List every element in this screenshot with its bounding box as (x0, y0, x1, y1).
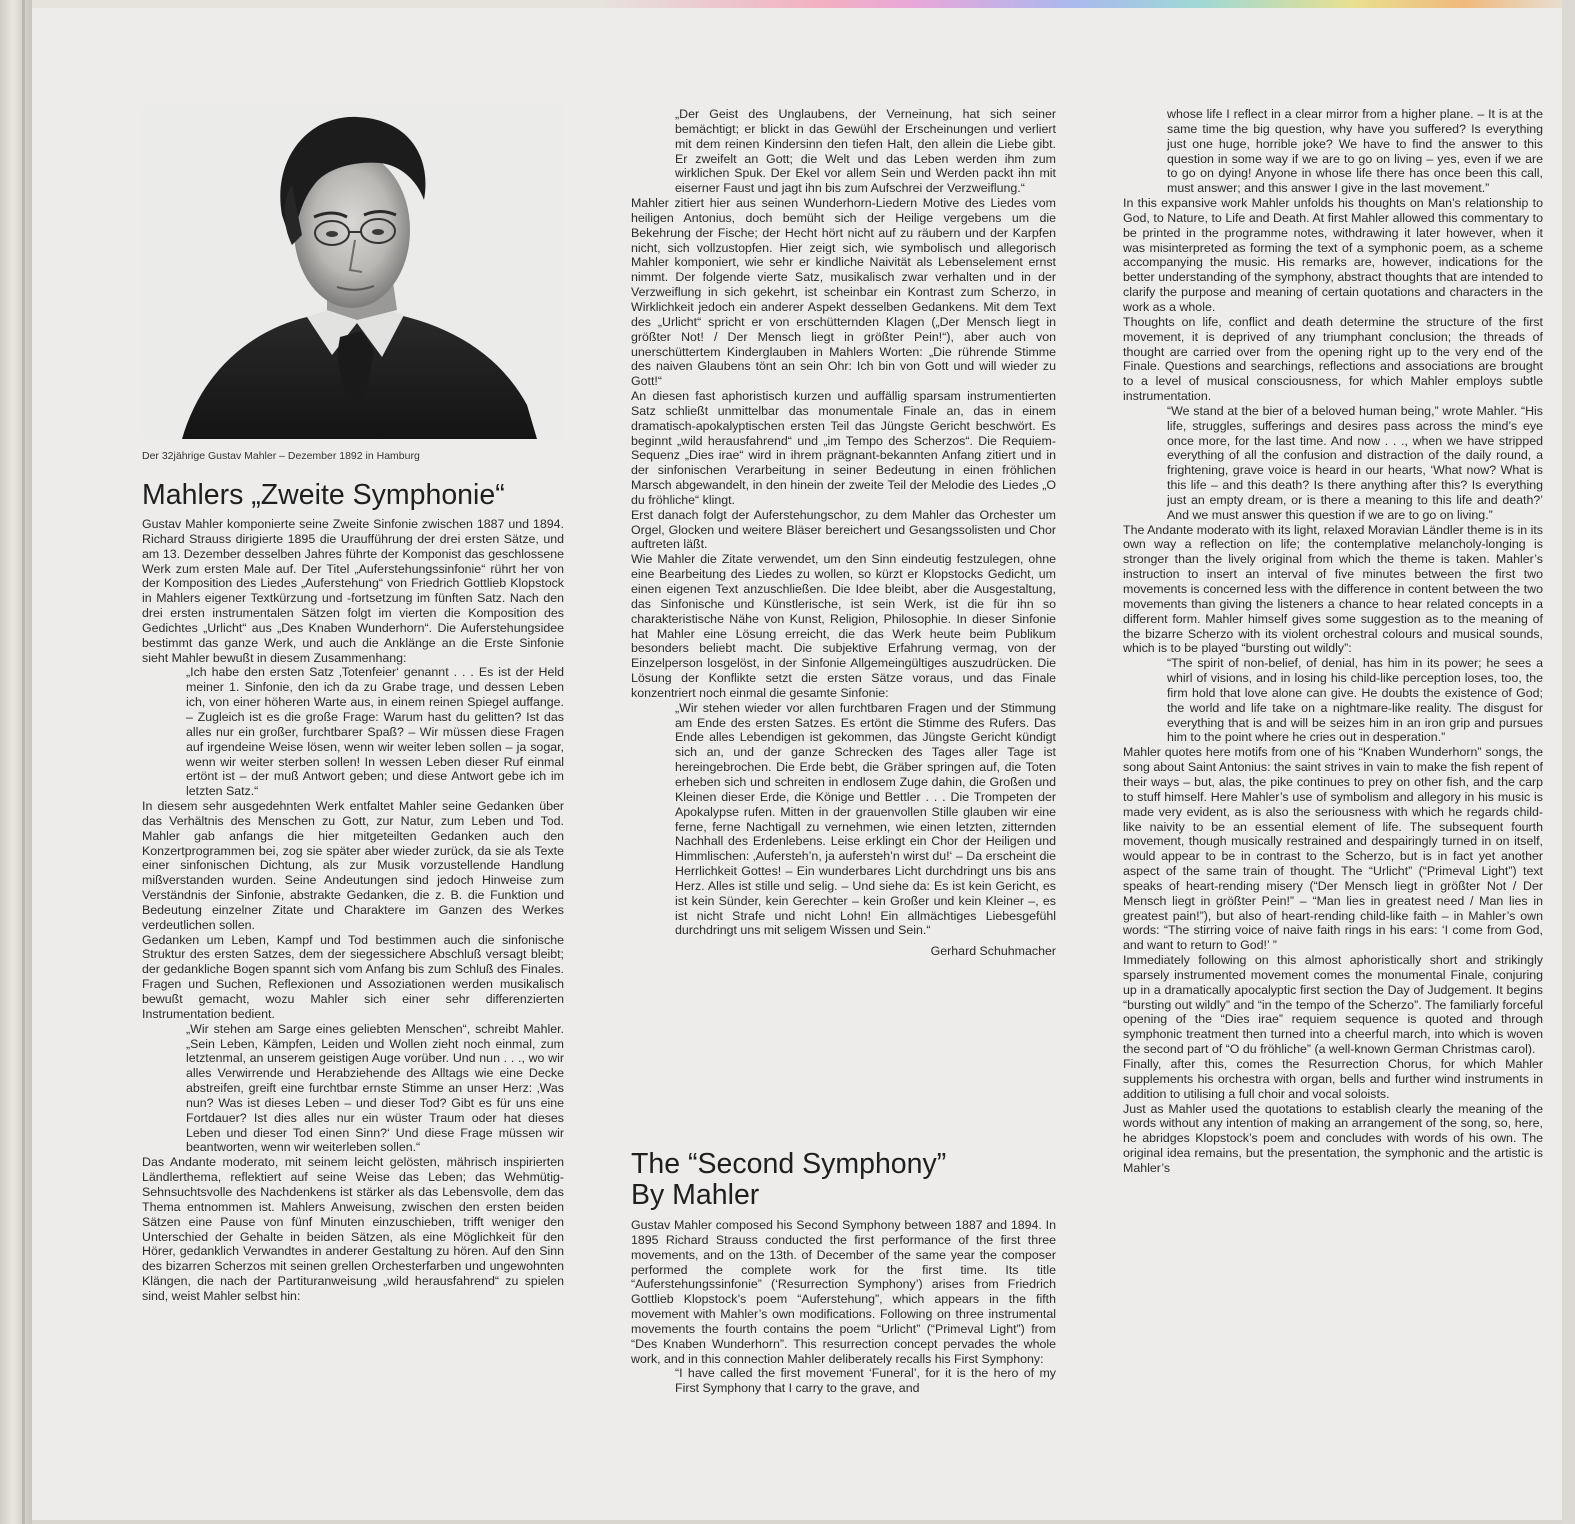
quotation-paragraph: „Wir stehen am Sarge eines geliebten Menschen“, schreibt Mahler. „Sein Leben, Kämpfen, Leiden und Wollen zieht noch einmal, zum letztenmal, an unserem geistigen Auge vorüber. Und nun . . ., wo wir alles Verwirrende und Herabziehende des Alltags wie eine Decke abstreifen, greift eine furchtbar ernste Stimme an unser Herz: ‚Was nun? Was ist dieses Leben – und dieser Tod? Gibt es für uns eine Fortdauer? Ist dies alles nur ein wüster Traum oder hat dieses Leben und dieser Tod einen Sinn?‘ Und diese Frage müssen wir beantworten, wenn wir weiterleben sollen.“ (186, 1021, 564, 1155)
body-paragraph: Thoughts on life, conflict and death determine the structure of the first movement, it is deprived of any triumphant conclusion; the threads of thought are carried over from the opening right up to the very end of the Finale. Questions and searchings, reflections and associations are brought to a level of musical consciousness, for which Mahler employs subtle instrumentation. (1123, 314, 1543, 404)
author-signature: Gerhard Schuhmacher (930, 944, 1056, 959)
english-column-1 (631, 1218, 1056, 1396)
body-paragraph: Immediately following on this almost aphoristically short and strikingly sparsely instrumented movement comes the monumental Finale, conjuring up in a dramatically apocalyptic first section the Day of Judgement. It begins “bursting out wildly” and “in the tempo of the Scherzo”. The familiarly forceful opening of the “Dies irae” requiem sequence is quoted and through symphonic treatment then turned into a cheerful march, into which is woven the second part of “O du fröhliche” (a well-known German Christmas carol). (1123, 953, 1543, 1057)
body-paragraph: Gustav Mahler composed his Second Symphony between 1887 and 1894. In 1895 Richard Strauss conducted the first performance of the first three movements, and on the 13th. of December of the same year the composer performed the complete work for the first time. Its title “Auferstehungssinfonie” (‘Resurrection Symphony’) arises from Friedrich Gottlieb Klopstock’s poem “Auferstehung”, which appears in the fifth movement with Mahler’s own modifications. Following on three instrumental movements the fourth contains the poem “Urlicht” (“Primeval Light”) from “Des Knaben Wunderhorn”. This resurrection concept pervades the whole work, and in this connection Mahler deliberately recalls his First Symphony: (631, 1218, 1056, 1366)
body-paragraph: In this expansive work Mahler unfolds his thoughts on Man’s relationship to God, to Nature, to Life and Death. At first Mahler allowed this commentary to be printed in the programme notes, withdrawing it later however, when it was misinterpreted as forming the text of a symphonic poem, as a scheme accompanying the music. His remarks are, however, indications for the better understanding of the symphony, abstract thoughts that are intended to clarify the purpose and meaning of certain quotations and characters in the work as a whole. (1123, 196, 1543, 314)
body-paragraph: Gedanken um Leben, Kampf und Tod bestimmen auch die sinfonische Struktur des ersten Satzes, dem der siegessichere Abschluß versagt bleibt; der gedankliche Bogen spannt sich vom Anfang bis zum Schluß des Finales. Fragen und Suchen, Reflexionen und Assoziationen werden musikalisch bewußt gemacht, wozu Mahler sich einer sehr differenzierten Instrumentation bedient. (142, 932, 564, 1021)
quotation-paragraph: „Ich habe den ersten Satz ‚Totenfeier‘ genannt . . . Es ist der Held meiner 1. Sinfonie, den ich da zu Grabe trage, und dessen Leben ich, von einer höheren Warte aus, in einem reinen Spiegel auffange. – Zugleich ist es die große Frage: Warum hast du gelitten? Ist das alles nur ein großer, furchtbarer Spaß? – Wir müssen diese Fragen auf irgendeine Weise lösen, wenn wir weiter leben sollen – ja sogar, wenn wir weiter sterben sollen! In wessen Leben dieser Ruf einmal ertönt ist – der muß Antwort geben; und diese Antwort gebe ich im letzten Satz.“ (186, 665, 564, 799)
sleeve-spine-edge (22, 0, 25, 1524)
english-title-line-1: The “Second Symphony” (631, 1148, 947, 1180)
body-paragraph: Wie Mahler die Zitate verwendet, um den Sinn eindeutig festzulegen, ohne eine Bearbeitung des Liedes zu wollen, so kürzt er Klopstocks Gedicht, um einen eigenen Text anzuschließen. Die Idee bleibt, aber die Ausgestaltung, das Sinfonische und Künstlerische, ist sein Werk, ist die für ihn so charakteristische Nähe von Kunst, Religion, Philosophie. In dieser Sinfonie hat Mahler eine Lösung erreicht, die das Werk heute beim Publikum besonders beliebt macht. Die subjektive Erfahrung vermag, von der Einzelperson losgelöst, in der Sinfonie Allgemeingültiges auszudrücken. Die Lösung der Konflikte setzt die ersten Sätze voraus, und das Finale konzentriert noch einmal die gesamte Sinfonie: (631, 552, 1056, 700)
sleeve-spine (0, 0, 32, 1524)
quotation-paragraph: “We stand at the bier of a beloved human being,” wrote Mahler. “His life, struggles, sufferings and desires pass across the mind’s eye once more, for the last time. And now . . ., when we have stripped everything of all the confusion and distraction of the daily round, a frightening, grave voice is heard in our hearts, ‘What now? What is this life – and this death? Is there anything after this? Is everything just an empty dream, or is there a meaning to this life and death?’ And we must answer this question if we are to go on living.” (1167, 403, 1543, 522)
english-title (631, 1149, 946, 1211)
body-paragraph: An diesen fast aphoristisch kurzen und auffällig sparsam instrumentierten Satz schließt unmittelbar das monumentale Finale an, das in einem dramatisch-apokalyptischen ersten Teil das Jüngste Gericht beschwört. Es beginnt „wild herausfahrend“ und „im Tempo des Scherzos“. Die Requiem-Sequenz „Dies irae“ wird in ihrem prägnant-bekannten Anfang zitiert und in der sinfonischen Verarbeitung in seiner Bedeutung in einen fröhlichen Marsch abgewandelt, in den hinein der zweite Teil der Melodie des Liedes „O du fröhliche“ klingt. (631, 389, 1056, 507)
quotation-paragraph: “The spirit of non-belief, of denial, has him in its power; he sees a whirl of visions, and in losing his child-like perception loses, too, the firm hold that love alone can give. He doubts the existence of God; the world and life take on a nightmare-like reality. The disgust for everything that is and will be seizes him in an iron grip and pursues him to the point where he cries out in desperation.” (1167, 656, 1543, 745)
german-title: Mahlers „Zweite Symphonie“ (142, 479, 505, 511)
portrait-illustration (142, 105, 564, 439)
photo-caption: Der 32jährige Gustav Mahler – Dezember 1892 in Hamburg (142, 450, 420, 462)
body-paragraph: Mahler zitiert hier aus seinen Wunderhorn-Liedern Motive des Liedes vom heiligen Antonius, doch bemüht sich der Heilige vergebens um die Bekehrung der Fische; der Hecht hört nicht auf zu räubern und der Karpfen nicht, sich vollzustopfen. Hier zeigt sich, wie symbolisch und allegorisch Mahler komponiert, wie sehr er kindliche Naivität als Lebenselement ernst nimmt. Der folgende vierte Satz, musikalisch zwar verhalten und in der Verzweiflung in sich gekehrt, ist scheinbar ein Kontrast zum Scherzo, in Wirklichkeit jedoch ein anderer Aspekt desselben Gedankens. Mit dem Text des „Urlicht“ spricht er von erschütternden Klagen („Der Mensch liegt in größter Not! / Der Mensch liegt in größter Pein!“), aber auch von unerschüttertem Kinderglauben in Mahlers Worten: „Die rührende Stimme des naiven Glaubens tönt an sein Ohr: Ich bin von Gott und will wieder zu Gott!“ (631, 196, 1056, 389)
body-paragraph: Mahler quotes here motifs from one of his “Knaben Wunderhorn” songs, the song about Saint Antonius: the saint strives in vain to make the fish repent of their ways – but, alas, the pike continues to prey on other fish, and the carp to stuff himself. Here Mahler’s use of symbolism and allegory in his music is made very evident, as is also the seriousness with which he regards child-like naivity to be an essential element of life. The subsequent fourth movement, though musically restrained and despairingly turned in on itself, would appear to be in contrast to the Scherzo, but is in fact yet another aspect of the same train of thought. The “Urlicht” (“Primeval Light”) text speaks of heart-rending misery (“Der Mensch liegt in größter Not / Der Mensch liegt in größter Pein!” – “Man lies in greatest need / Man lies in greatest pain!”), but also of heart-rending child-like faith – in Mahler’s own words: “The stirring voice of naive faith rings in his ears: ‘I come from God, and want to return to God!’ ” (1123, 745, 1543, 953)
quotation-paragraph: „Wir stehen wieder vor allen furchtbaren Fragen und der Stimmung am Ende des ersten Satzes. Es ertönt die Stimme des Rufers. Das Ende alles Lebendigen ist gekommen, das Jüngste Gericht kündigt sich an, und der ganze Schrecken des Tages aller Tage ist hereingebrochen. Die Erde bebt, die Gräber springen auf, die Toten erheben sich und schreiten in endlosem Zuge dahin, die Großen und Kleinen dieser Erde, die Könige und Bettler . . . Die Trompeten der Apokalypse rufen. Mitten in der grauenvollen Stille glauben wir eine ferne, ferne Nachtigall zu vernehmen, wie einen letzten, zitternden Nachhall des Erdenlebens. Leise erklingt ein Chor der Heiligen und Himmlischen: ‚Aufersteh’n, ja aufersteh’n wirst du!‘ – Da erscheint die Herrlichkeit Gottes! – Ein wunderbares Licht durchdringt uns bis ans Herz. Alles ist stille und selig. – Und siehe da: Es ist kein Gericht, es ist kein Sünder, kein Gerechter – kein Großer und kein Kleiner –, es ist nicht Strafe und nicht Lohn! Ein allmächtiges Liebesgefühl durchdringt uns mit seligem Wissen und Sein.“ (675, 700, 1056, 938)
body-paragraph: Just as Mahler used the quotations to establish clearly the meaning of the words without any intention of making an arrangement of the song, so, here, he abridges Klopstock’s poem and concludes with words of his own. The original idea remains, but the presentation, the symphonic and the artistic is Mahler’s (1123, 1101, 1543, 1175)
mahler-portrait-photo (142, 105, 564, 439)
quotation-paragraph: „Der Geist des Unglaubens, der Verneinung, hat sich seiner bemächtigt; er blickt in das Gewühl der Erscheinungen und verliert mit dem reinen Kindersinn den tiefen Halt, den allein die Liebe gibt. Er zweifelt an Gott; die Welt und das Leben werden ihm zum wirklichen Spuk. Der Ekel vor allem Sein und Werden packt ihn mit eiserner Faust und jagt ihn bis zum Aufschrei der Verzweiflung.“ (675, 107, 1056, 196)
body-paragraph: Erst danach folgt der Auferstehungschor, zu dem Mahler das Orchester um Orgel, Glocken und weitere Bläser bereichert und Gesangssolisten und Chor auftreten läßt. (631, 507, 1056, 552)
german-column-2 (631, 107, 1056, 959)
body-paragraph: Finally, after this, comes the Resurrection Chorus, for which Mahler supplements his orchestra with organ, bells and further wind instruments in addition to utilising a full choir and vocal soloists. (1123, 1057, 1543, 1101)
english-title-line-2: By Mahler (631, 1179, 760, 1211)
body-paragraph: Das Andante moderato, mit seinem leicht gelösten, mährisch inspirierten Ländlerthema, reflektiert auf seine Weise das Leben; das Wehmütig-Sehnsuchtsvolle des Nachdenkens ist stärker als das Lebensvolle, dem das Thema entnommen ist. Mahlers Anweisung, zwischen den ersten beiden Sätzen eine Pause von fünf Minuten einzuschieben, trifft weniger den Unterschied der Gehalte in beiden Sätzen, als eine Möglichkeit für den Hörer, gedanklich Verwandtes in anderer Gestaltung zu hören. Auf den Sinn des bizarren Scherzos mit seinen grellen Orchesterfarben und ungewohnten Klängen, die nach der Partituranweisung „wild herausfahrend“ zu spielen sind, weist Mahler selbst hin: (142, 1155, 564, 1303)
quotation-paragraph: whose life I reflect in a clear mirror from a higher plane. – It is at the same time the big question, why have you suffered? Is everything just one huge, horrible joke? We have to find the answer to this question in some way if we are to go on living – yes, even if we are to go on dying! Anyone in whose life there has once been this call, must answer; and this answer I give in the last movement.” (1167, 107, 1543, 196)
quotation-paragraph: “I have called the first movement ‘Funeral’, for it is the hero of my First Symphony that I carry to the grave, and (675, 1366, 1056, 1396)
body-paragraph: In diesem sehr ausgedehnten Werk entfaltet Mahler seine Gedanken über das Verhältnis des Menschen zu Gott, zur Natur, zum Leben und Tod. Mahler gab anfangs die hier mitgeteilten Gedanken auch den Konzertprogrammen bei, zog sie später aber wieder zurück, da sie als Texte einer sinfonischen Dichtung, als zur Musik vorzustellende Handlung mißverstanden wurden. Seine Andeutungen sind jedoch Hinweise zum Verständnis der Sinfonie, abstrakte Gedanken, die z. B. die Funktion und Bedeutung einzelner Zitate und Charaktere im Ganzen des Werkes verdeutlichen sollen. (142, 799, 564, 932)
right-margin (1562, 0, 1575, 1524)
english-column-2 (1123, 107, 1543, 1176)
german-column-1 (142, 517, 564, 1304)
body-paragraph: The Andante moderato with its light, relaxed Moravian Ländler theme is in its own way a reflection on life; the contemplative melancholy-longing is stronger than the lively original from which the theme is taken. Mahler’s instruction to insert an interval of five minutes between the first two movements is concerned less with the difference in content between the two movements than giving the listeners a chance to hear related concepts in a different form. Mahler himself gives some suggestion as to the meaning of the bizarre Scherzo with its violent orchestral colours and musical sounds, which is to be played “bursting out wildly”: (1123, 522, 1543, 656)
top-color-band (0, 0, 1575, 8)
body-paragraph: Gustav Mahler komponierte seine Zweite Sinfonie zwischen 1887 und 1894. Richard Strauss dirigierte 1895 die Uraufführung der drei ersten Sätze, und am 13. Dezember desselben Jahres führte der Komponist das geschlossene Werk zum ersten Male auf. Der Titel „Auferstehungssinfonie“ rührt her von der Komposition des Liedes „Auferstehung“ von Friedrich Gottlieb Klopstock in Mahlers eigener Textkürzung und -fortsetzung im fünften Satz. Nach den drei ersten instrumentalen Sätzen folgt im vierten die Komposition des Gedichtes „Urlicht“ aus „Des Knaben Wunderhorn“. Die Auferstehungsidee bestimmt das ganze Werk, und auch die Anklänge an die Erste Sinfonie sieht Mahler bewußt in diesem Zusammenhang: (142, 517, 564, 665)
